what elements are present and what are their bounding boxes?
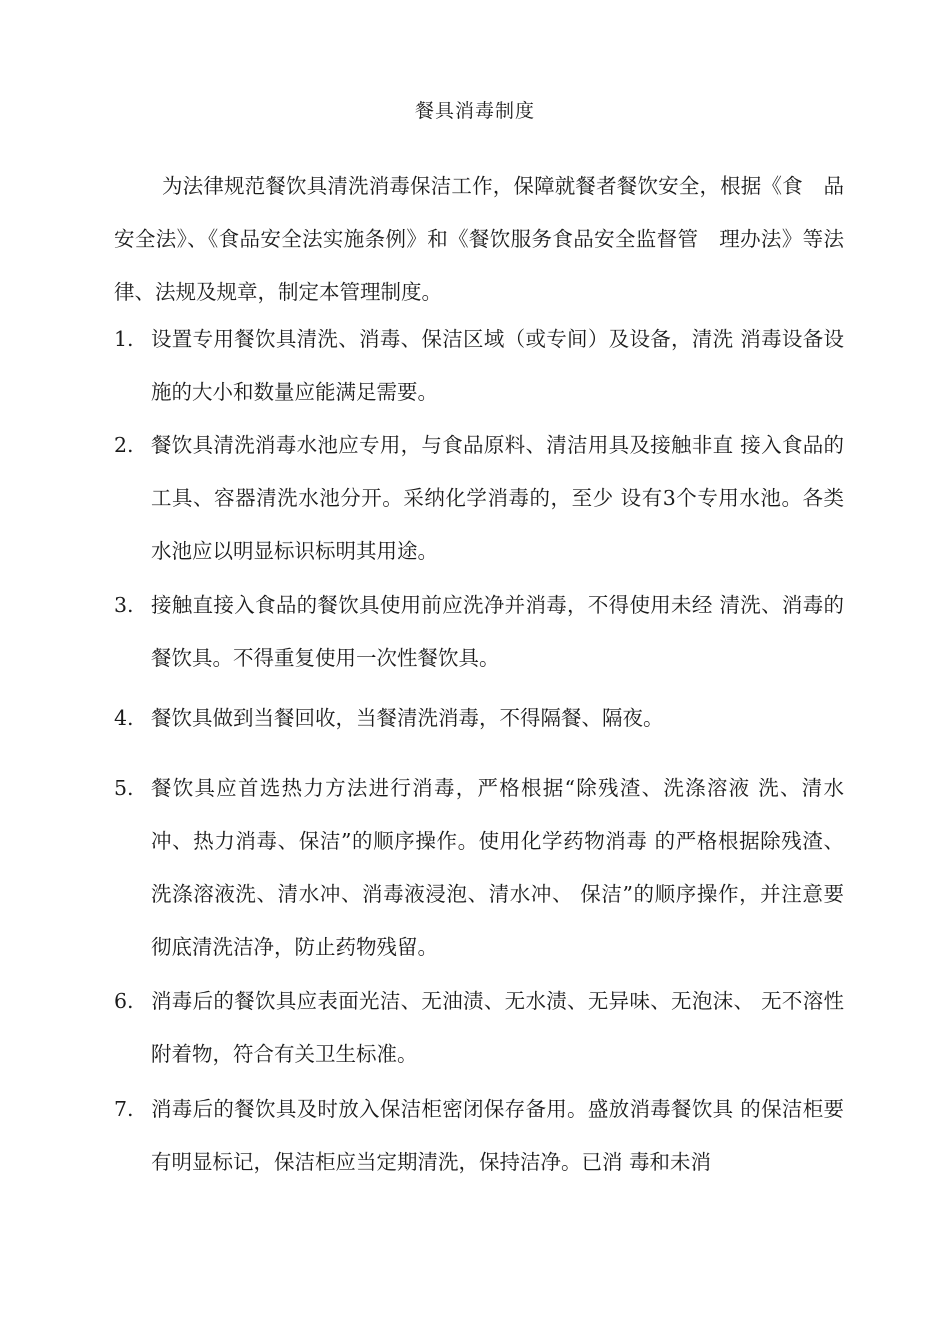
list-item <box>114 579 844 685</box>
list-item-text: 餐饮具清洗消毒水池应专用，与食品原料、清洁用具及接触非直 接入食品的工具、容器清洗水池分开。采纳化学消毒的，至少 设有3个专用水池。各类水池应以明显标识标明其用途。 <box>151 433 844 563</box>
list-item <box>114 313 844 419</box>
list-item-number: 3. <box>114 593 134 617</box>
list-item <box>114 692 844 745</box>
list-item-number: 1. <box>114 327 134 351</box>
list-item-number: 2. <box>114 433 134 457</box>
list-item-text: 接触直接入食品的餐饮具使用前应洗净并消毒，不得使用未经 清洗、消毒的餐饮具。不得重复使用一次性餐饮具。 <box>151 593 844 670</box>
list-item <box>114 975 844 1081</box>
list-item <box>114 1083 844 1189</box>
list-item-text: 消毒后的餐饮具应表面光洁、无油渍、无水渍、无异味、无泡沫、 无不溶性附着物，符合有关卫生标准。 <box>151 989 844 1066</box>
list-item <box>114 419 844 578</box>
intro-paragraph: 为法律规范餐饮具清洗消毒保洁工作，保障就餐者餐饮安全，根据《食 品安全法》、《食品安全法实施条例》和《餐饮服务食品安全监督管 理办法》等法律、法规及规章，制定本管理制度。 <box>114 174 844 304</box>
list-item <box>114 762 844 974</box>
list-item-number: 7. <box>114 1097 134 1121</box>
list-item-text: 设置专用餐饮具清洗、消毒、保洁区域（或专间）及设备，清洗 消毒设备设施的大小和数量应能满足需要。 <box>151 327 844 404</box>
list-item-text: 餐饮具做到当餐回收，当餐清洗消毒，不得隔餐、隔夜。 <box>151 706 664 730</box>
list-item-text: 餐饮具应首选热力方法进行消毒，严格根据“除残渣、洗涤溶液 洗、清水冲、热力消毒、保洁”的顺序操作。使用化学药物消毒 的严格根据除残渣、洗涤溶液洗、清水冲、消毒液浸泡、清水冲、 保洁”的顺序操作，并注意要彻底清洗洁净，防止药物残留。 <box>151 776 844 959</box>
list-item-number: 6. <box>114 989 134 1013</box>
list-item-text: 消毒后的餐饮具及时放入保洁柜密闭保存备用。盛放消毒餐饮具 的保洁柜要有明显标记，保洁柜应当定期清洗，保持洁净。已消 毒和未消 <box>151 1097 844 1174</box>
list-item-number: 5. <box>114 776 134 800</box>
document-title: 餐具消毒制度 <box>414 100 535 122</box>
list-item-number: 4. <box>114 706 134 730</box>
